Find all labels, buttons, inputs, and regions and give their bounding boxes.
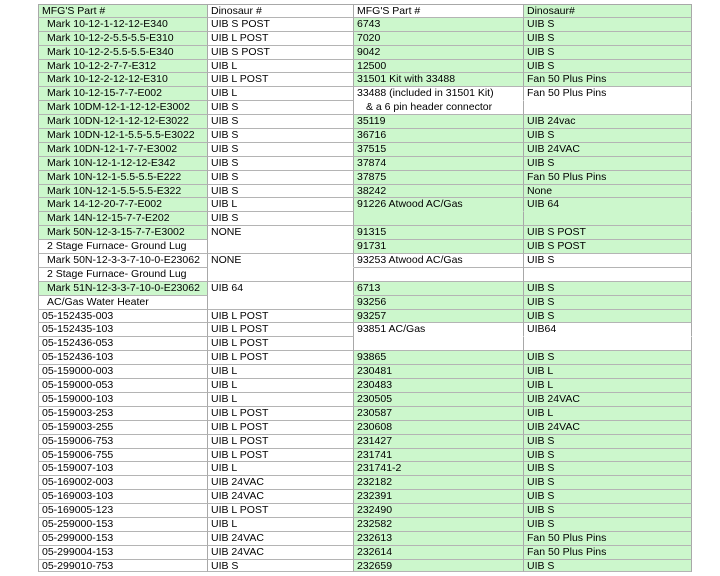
table-cell-col1: Mark 10DN-12-1-5.5-5.5-E3022 (38, 129, 208, 143)
table-cell-col2: UIB S POST (208, 18, 354, 32)
table-cell-col1: 2 Stage Furnace- Ground Lug (38, 240, 208, 254)
table-cell-col1: Mark 50N-12-3-15-7-7-E3002 (38, 226, 208, 240)
table-cell-col3: 91226 Atwood AC/Gas (354, 198, 524, 212)
table-cell-col4: UIB S (524, 254, 692, 268)
table-cell-col4: UIB S (524, 18, 692, 32)
table-cell-col4: UIB 24VAC (524, 421, 692, 435)
table-cell-col3 (354, 268, 524, 282)
table-row (38, 129, 692, 143)
table-row (38, 254, 692, 268)
table-row (38, 87, 692, 101)
table-cell-col2: UIB S (208, 157, 354, 171)
table-cell-col2: UIB S (208, 212, 354, 226)
table-cell-col3: 35119 (354, 115, 524, 129)
table-cell-col1: 05-169003-103 (38, 490, 208, 504)
table-cell-col4: Fan 50 Plus Pins (524, 171, 692, 185)
table-cell-col1: 05-159006-753 (38, 435, 208, 449)
table-row (38, 143, 692, 157)
table-row (38, 226, 692, 240)
table-cell-col4 (524, 337, 692, 351)
table-cell-col2: UIB L POST (208, 435, 354, 449)
table-header-row (38, 4, 692, 18)
table-cell-col4: UIB L (524, 407, 692, 421)
table-cell-col1: Mark 51N-12-3-3-7-10-0-E23062 (38, 282, 208, 296)
table-row (38, 32, 692, 46)
table-cell-col3: 231741 (354, 449, 524, 463)
table-row (38, 240, 692, 254)
table-cell-col3: 231741-2 (354, 462, 524, 476)
parts-cross-reference-table (38, 4, 692, 572)
table-cell-col3: 38242 (354, 185, 524, 199)
table-cell-col2: UIB L POST (208, 449, 354, 463)
table-cell-col3: 9042 (354, 46, 524, 60)
table-cell-col2: UIB S (208, 185, 354, 199)
table-cell-col2: UIB L (208, 365, 354, 379)
table-cell-col2: UIB L POST (208, 407, 354, 421)
header-dinosaur-left: Dinosaur # (208, 4, 354, 18)
table-row (38, 198, 692, 212)
table-cell-col2: NONE (208, 254, 354, 268)
table-cell-col2: UIB L (208, 379, 354, 393)
table-cell-col1: Mark 14N-12-15-7-7-E202 (38, 212, 208, 226)
table-cell-col1: Mark 10-12-15-7-7-E002 (38, 87, 208, 101)
table-cell-col1: 05-159006-755 (38, 449, 208, 463)
table-cell-col1: 05-152436-053 (38, 337, 208, 351)
table-cell-col1: 05-159003-253 (38, 407, 208, 421)
table-row (38, 171, 692, 185)
table-cell-col1: Mark 10N-12-1-12-12-E342 (38, 157, 208, 171)
table-cell-col1: 05-159007-103 (38, 462, 208, 476)
table-cell-col1: 05-169002-003 (38, 476, 208, 490)
table-cell-col2: UIB L (208, 462, 354, 476)
table-row (38, 365, 692, 379)
table-cell-col3: 230587 (354, 407, 524, 421)
table-cell-col2: UIB L POST (208, 73, 354, 87)
table-cell-col3: 230505 (354, 393, 524, 407)
table-cell-col2: UIB 24VAC (208, 490, 354, 504)
table-row (38, 18, 692, 32)
table-cell-col2: UIB L (208, 60, 354, 74)
table-cell-col1: 05-159000-053 (38, 379, 208, 393)
table-cell-col2: UIB L POST (208, 351, 354, 365)
table-cell-col4: UIB 24vac (524, 115, 692, 129)
table-row (38, 337, 692, 351)
table-cell-col4: UIB 24VAC (524, 393, 692, 407)
table-cell-col4: UIB S (524, 351, 692, 365)
table-cell-col4: UIB S POST (524, 240, 692, 254)
table-row (38, 310, 692, 324)
table-cell-col3: 37874 (354, 157, 524, 171)
table-cell-col2: UIB S (208, 143, 354, 157)
table-cell-col1: AC/Gas Water Heater (38, 296, 208, 310)
table-cell-col3: 93253 Atwood AC/Gas (354, 254, 524, 268)
table-cell-col3: 12500 (354, 60, 524, 74)
table-cell-col1: Mark 10-12-2-5.5-5.5-E340 (38, 46, 208, 60)
table-cell-col2: UIB 24VAC (208, 546, 354, 560)
table-cell-col3: 232391 (354, 490, 524, 504)
table-cell-col4 (524, 268, 692, 282)
table-cell-col4: UIB S (524, 476, 692, 490)
table-cell-col3: & a 6 pin header connector (354, 101, 524, 115)
table-cell-col1: 05-159000-003 (38, 365, 208, 379)
table-cell-col4: Fan 50 Plus Pins (524, 546, 692, 560)
table-cell-col3: 93865 (354, 351, 524, 365)
table-cell-col2: UIB S (208, 115, 354, 129)
table-cell-col3 (354, 337, 524, 351)
table-cell-col3: 37875 (354, 171, 524, 185)
table-cell-col3: 31501 Kit with 33488 (354, 73, 524, 87)
table-row (38, 393, 692, 407)
table-cell-col2: UIB S (208, 171, 354, 185)
table-cell-col2: UIB 24VAC (208, 532, 354, 546)
table-cell-col3: 37515 (354, 143, 524, 157)
table-cell-col4: UIB L (524, 365, 692, 379)
table-cell-col2: UIB L (208, 87, 354, 101)
table-cell-col3: 93256 (354, 296, 524, 310)
table-row (38, 351, 692, 365)
table-row (38, 323, 692, 337)
table-cell-col1: Mark 10DM-12-1-12-12-E3002 (38, 101, 208, 115)
table-cell-col1: Mark 10-12-2-7-7-E312 (38, 60, 208, 74)
header-mfg-part-left: MFG'S Part # (38, 4, 208, 18)
table-cell-col4: UIB S (524, 157, 692, 171)
table-cell-col1: 05-159000-103 (38, 393, 208, 407)
table-cell-col4: UIB S (524, 32, 692, 46)
table-cell-col1: 05-299010-753 (38, 560, 208, 572)
table-cell-col3: 230481 (354, 365, 524, 379)
table-row (38, 504, 692, 518)
table-cell-col1: Mark 50N-12-3-3-7-10-0-E23062 (38, 254, 208, 268)
table-cell-col1: 2 Stage Furnace- Ground Lug (38, 268, 208, 282)
table-row (38, 115, 692, 129)
table-cell-col2: UIB 64 (208, 282, 354, 296)
table-row (38, 518, 692, 532)
table-cell-col1: 05-152435-103 (38, 323, 208, 337)
table-cell-col3: 6713 (354, 282, 524, 296)
table-cell-col2: UIB S POST (208, 46, 354, 60)
table-cell-col1: Mark 10-12-1-12-12-E340 (38, 18, 208, 32)
table-cell-col3: 230483 (354, 379, 524, 393)
table-cell-col3: 232490 (354, 504, 524, 518)
table-cell-col4: Fan 50 Plus Pins (524, 87, 692, 101)
table-cell-col4: UIB 24VAC (524, 143, 692, 157)
table-cell-col4: UIB S (524, 129, 692, 143)
table-cell-col4: None (524, 185, 692, 199)
table-cell-col2: UIB L POST (208, 504, 354, 518)
table-row (38, 212, 692, 226)
table-cell-col4: UIB64 (524, 323, 692, 337)
table-cell-col3: 232182 (354, 476, 524, 490)
table-cell-col4: UIB S (524, 449, 692, 463)
table-cell-col2 (208, 296, 354, 310)
table-row (38, 282, 692, 296)
table-cell-col4: UIB S POST (524, 226, 692, 240)
table-cell-col3: 93257 (354, 310, 524, 324)
table-cell-col2 (208, 240, 354, 254)
table-row (38, 46, 692, 60)
table-cell-col3 (354, 212, 524, 226)
table-cell-col1: Mark 14-12-20-7-7-E002 (38, 198, 208, 212)
table-row (38, 490, 692, 504)
table-cell-col4: UIB S (524, 310, 692, 324)
table-cell-col2 (208, 268, 354, 282)
table-cell-col4: UIB 64 (524, 198, 692, 212)
table-cell-col3: 232582 (354, 518, 524, 532)
table-cell-col3: 230608 (354, 421, 524, 435)
table-cell-col1: Mark 10-12-2-12-12-E310 (38, 73, 208, 87)
table-cell-col2: UIB L POST (208, 337, 354, 351)
table-cell-col1: 05-299004-153 (38, 546, 208, 560)
table-cell-col3: 91315 (354, 226, 524, 240)
table-row (38, 421, 692, 435)
table-cell-col1: Mark 10N-12-1-5.5-5.5-E322 (38, 185, 208, 199)
table-cell-col1: Mark 10DN-12-1-12-12-E3022 (38, 115, 208, 129)
table-row (38, 532, 692, 546)
table-cell-col4: UIB S (524, 518, 692, 532)
table-cell-col3: 91731 (354, 240, 524, 254)
table-cell-col1: 05-152435-003 (38, 310, 208, 324)
table-row (38, 73, 692, 87)
table-cell-col1: Mark 10N-12-1-5.5-5.5-E222 (38, 171, 208, 185)
table-row (38, 449, 692, 463)
table-cell-col4: UIB S (524, 490, 692, 504)
table-cell-col1: 05-159003-255 (38, 421, 208, 435)
table-cell-col2: UIB L POST (208, 310, 354, 324)
table-cell-col4: Fan 50 Plus Pins (524, 532, 692, 546)
table-cell-col4 (524, 212, 692, 226)
table-cell-col4: Fan 50 Plus Pins (524, 73, 692, 87)
table-cell-col4: UIB S (524, 435, 692, 449)
table-cell-col2: UIB L (208, 393, 354, 407)
table-row (38, 185, 692, 199)
table-cell-col3: 36716 (354, 129, 524, 143)
table-row (38, 101, 692, 115)
table-row (38, 476, 692, 490)
table-row (38, 407, 692, 421)
table-row (38, 268, 692, 282)
table-cell-col1: 05-259000-153 (38, 518, 208, 532)
table-cell-col1: Mark 10-12-2-5.5-5.5-E310 (38, 32, 208, 46)
table-row (38, 296, 692, 310)
table-row (38, 435, 692, 449)
table-cell-col3: 7020 (354, 32, 524, 46)
table-cell-col1: 05-299000-153 (38, 532, 208, 546)
table-cell-col4: UIB S (524, 504, 692, 518)
table-cell-col4: UIB S (524, 560, 692, 572)
table-cell-col2: UIB L POST (208, 323, 354, 337)
table-cell-col3: 231427 (354, 435, 524, 449)
table-cell-col3: 232613 (354, 532, 524, 546)
table-row (38, 60, 692, 74)
table-cell-col3: 6743 (354, 18, 524, 32)
table-row (38, 157, 692, 171)
table-cell-col4: UIB L (524, 379, 692, 393)
table-cell-col4: UIB S (524, 296, 692, 310)
table-cell-col3: 93851 AC/Gas (354, 323, 524, 337)
table-cell-col2: UIB S (208, 101, 354, 115)
table-cell-col3: 232659 (354, 560, 524, 572)
table-cell-col2: UIB L (208, 518, 354, 532)
table-cell-col2: UIB L POST (208, 421, 354, 435)
table-cell-col1: 05-152436-103 (38, 351, 208, 365)
table-cell-col2: UIB L (208, 198, 354, 212)
table-cell-col2: UIB S (208, 560, 354, 572)
table-row (38, 560, 692, 572)
table-cell-col2: NONE (208, 226, 354, 240)
table-cell-col4: UIB S (524, 462, 692, 476)
table-cell-col3: 33488 (included in 31501 Kit) (354, 87, 524, 101)
header-dinosaur-right: Dinosaur# (524, 4, 692, 18)
table-row (38, 462, 692, 476)
table-cell-col2: UIB S (208, 129, 354, 143)
header-mfg-part-right: MFG'S Part # (354, 4, 524, 18)
table-cell-col2: UIB 24VAC (208, 476, 354, 490)
table-cell-col3: 232614 (354, 546, 524, 560)
table-cell-col2: UIB L POST (208, 32, 354, 46)
table-cell-col1: 05-169005-123 (38, 504, 208, 518)
table-cell-col1: Mark 10DN-12-1-7-7-E3002 (38, 143, 208, 157)
table-cell-col4: UIB S (524, 46, 692, 60)
table-row (38, 379, 692, 393)
table-cell-col4: UIB S (524, 282, 692, 296)
table-cell-col4 (524, 101, 692, 115)
table-cell-col4: UIB S (524, 60, 692, 74)
table-row (38, 546, 692, 560)
